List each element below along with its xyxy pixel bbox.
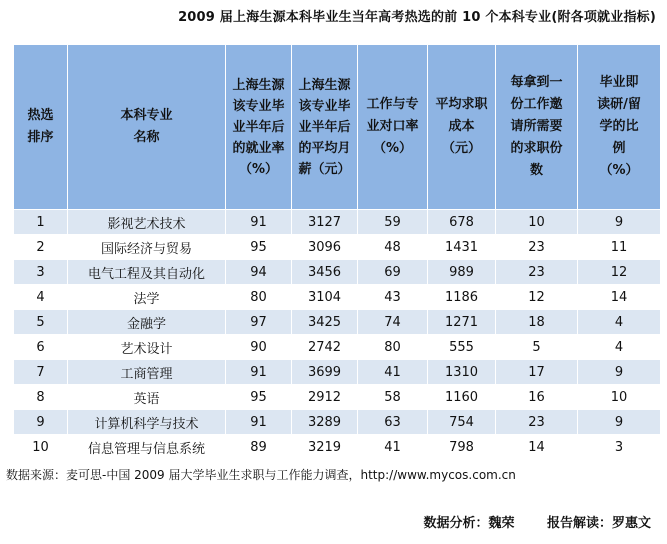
table-row (14, 310, 661, 335)
salary-cell: 3127 (292, 210, 358, 235)
employment-rate-cell: 95 (226, 235, 292, 260)
match-rate-cell: 58 (358, 385, 428, 410)
major-name-cell: 电气工程及其自动化 (68, 260, 226, 285)
major-name-cell: 金融学 (68, 310, 226, 335)
rank-cell: 8 (14, 385, 68, 410)
page-title: 2009 届上海生源本科毕业生当年高考热选的前 10 个本科专业(附各项就业指标) (178, 10, 656, 25)
applications-cell: 23 (496, 260, 578, 285)
study-rate-cell: 11 (578, 235, 661, 260)
applications-cell: 10 (496, 210, 578, 235)
salary-cell: 3425 (292, 310, 358, 335)
table-row (14, 285, 661, 310)
employment-table (13, 44, 661, 460)
applications-cell: 17 (496, 360, 578, 385)
match-rate-cell: 43 (358, 285, 428, 310)
study-rate-cell: 4 (578, 335, 661, 360)
match-rate-cell: 80 (358, 335, 428, 360)
header-further-study-rate: 毕业即读研/留学的比例（%） (578, 45, 661, 210)
rank-cell: 5 (14, 310, 68, 335)
salary-cell: 3699 (292, 360, 358, 385)
applications-cell: 16 (496, 385, 578, 410)
applications-cell: 12 (496, 285, 578, 310)
cost-cell: 1310 (428, 360, 496, 385)
salary-cell: 2742 (292, 335, 358, 360)
cost-cell: 678 (428, 210, 496, 235)
rank-cell: 2 (14, 235, 68, 260)
applications-cell: 14 (496, 435, 578, 460)
major-name-cell: 信息管理与信息系统 (68, 435, 226, 460)
table-row (14, 360, 661, 385)
rank-cell: 1 (14, 210, 68, 235)
salary-cell: 3219 (292, 435, 358, 460)
major-name-cell: 国际经济与贸易 (68, 235, 226, 260)
major-name-cell: 工商管理 (68, 360, 226, 385)
cost-cell: 754 (428, 410, 496, 435)
credits (0, 512, 651, 531)
employment-rate-cell: 91 (226, 210, 292, 235)
match-rate-cell: 59 (358, 210, 428, 235)
cost-cell: 989 (428, 260, 496, 285)
header-row (14, 45, 661, 210)
match-rate-cell: 48 (358, 235, 428, 260)
rank-cell: 9 (14, 410, 68, 435)
cost-cell: 1186 (428, 285, 496, 310)
major-name-cell: 影视艺术技术 (68, 210, 226, 235)
employment-rate-cell: 95 (226, 385, 292, 410)
study-rate-cell: 12 (578, 260, 661, 285)
employment-rate-cell: 89 (226, 435, 292, 460)
salary-cell: 3104 (292, 285, 358, 310)
applications-cell: 18 (496, 310, 578, 335)
header-rank: 热选排序 (14, 45, 68, 210)
report-credit: 报告解读：罗惠文 (546, 516, 651, 531)
study-rate-cell: 9 (578, 210, 661, 235)
rank-cell: 6 (14, 335, 68, 360)
match-rate-cell: 41 (358, 435, 428, 460)
rank-cell: 4 (14, 285, 68, 310)
employment-rate-cell: 80 (226, 285, 292, 310)
major-name-cell: 英语 (68, 385, 226, 410)
analysis-credit: 数据分析：魏荣 (423, 516, 515, 531)
match-rate-cell: 41 (358, 360, 428, 385)
employment-rate-cell: 90 (226, 335, 292, 360)
table-row (14, 210, 661, 235)
match-rate-cell: 69 (358, 260, 428, 285)
study-rate-cell: 3 (578, 435, 661, 460)
cost-cell: 798 (428, 435, 496, 460)
employment-rate-cell: 91 (226, 410, 292, 435)
major-name-cell: 艺术设计 (68, 335, 226, 360)
rank-cell: 3 (14, 260, 68, 285)
table-row (14, 260, 661, 285)
major-name-cell: 计算机科学与技术 (68, 410, 226, 435)
header-major-name: 本科专业名称 (68, 45, 226, 210)
table-row (14, 385, 661, 410)
applications-cell: 23 (496, 235, 578, 260)
major-name-cell: 法学 (68, 285, 226, 310)
header-employment-rate: 上海生源该专业毕业半年后的就业率（%） (226, 45, 292, 210)
rank-cell: 10 (14, 435, 68, 460)
table-row (14, 235, 661, 260)
salary-cell: 3456 (292, 260, 358, 285)
table-row (14, 410, 661, 435)
data-source-note: 数据来源：麦可思-中国 2009 届大学毕业生求职与工作能力调查，http://www.mycos.com.cn (6, 468, 516, 482)
study-rate-cell: 4 (578, 310, 661, 335)
cost-cell: 1431 (428, 235, 496, 260)
employment-rate-cell: 91 (226, 360, 292, 385)
study-rate-cell: 9 (578, 410, 661, 435)
header-match-rate: 工作与专业对口率（%） (358, 45, 428, 210)
header-applications-per-offer: 每拿到一份工作邀请所需要的求职份数 (496, 45, 578, 210)
cost-cell: 1160 (428, 385, 496, 410)
header-job-search-cost: 平均求职成本（元） (428, 45, 496, 210)
header-monthly-salary: 上海生源该专业毕业半年后的平均月薪（元） (292, 45, 358, 210)
cost-cell: 1271 (428, 310, 496, 335)
applications-cell: 23 (496, 410, 578, 435)
salary-cell: 2912 (292, 385, 358, 410)
employment-rate-cell: 97 (226, 310, 292, 335)
table-row (14, 335, 661, 360)
salary-cell: 3096 (292, 235, 358, 260)
applications-cell: 5 (496, 335, 578, 360)
cost-cell: 555 (428, 335, 496, 360)
rank-cell: 7 (14, 360, 68, 385)
match-rate-cell: 63 (358, 410, 428, 435)
table-row (14, 435, 661, 460)
study-rate-cell: 14 (578, 285, 661, 310)
employment-rate-cell: 94 (226, 260, 292, 285)
match-rate-cell: 74 (358, 310, 428, 335)
salary-cell: 3289 (292, 410, 358, 435)
study-rate-cell: 9 (578, 360, 661, 385)
study-rate-cell: 10 (578, 385, 661, 410)
